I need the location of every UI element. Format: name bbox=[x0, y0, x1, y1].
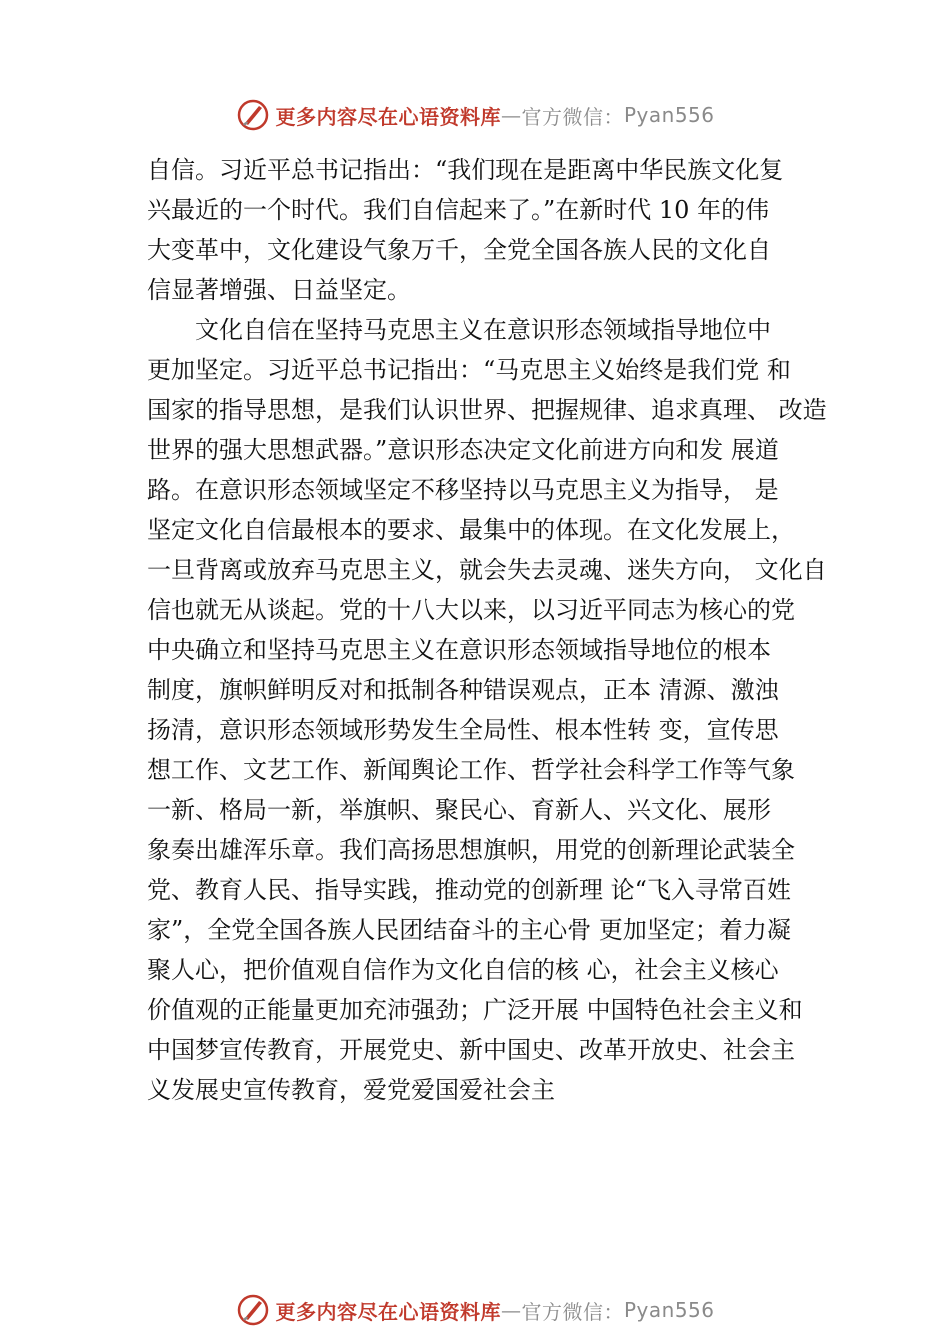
text-line: 想工作、文艺工作、新闻舆论工作、哲学社会科学工作等气象 bbox=[147, 756, 795, 784]
header-brand-text: 更多内容尽在心语资料库 bbox=[275, 104, 501, 129]
header-banner bbox=[0, 95, 950, 135]
text-line: 价值观的正能量更加充沛强劲；广泛开展 中国特色社会主义和 bbox=[147, 996, 803, 1024]
text-line: 更加坚定。习近平总书记指出：“马克思主义始终是我们党 和 bbox=[147, 356, 791, 384]
text-line: 兴最近的一个时代。我们自信起来了。”在新时代 10 年的伟 bbox=[147, 196, 770, 224]
text-line: 自信。习近平总书记指出：“我们现在是距离中华民族文化复 bbox=[147, 156, 784, 184]
text-line: 信显著增强、日益坚定。 bbox=[147, 276, 411, 304]
text-line: 一新、格局一新，举旗帜、聚民心、育新人、兴文化、展形 bbox=[147, 796, 771, 824]
text-line: 义发展史宣传教育，爱党爱国爱社会主 bbox=[147, 1076, 555, 1104]
text-line: 象奏出雄浑乐章。我们高扬思想旗帜，用党的创新理论武装全 bbox=[147, 836, 795, 864]
header-wechat-label: 官方微信： bbox=[521, 104, 624, 129]
text-line: 一旦背离或放弃马克思主义，就会失去灵魂、迷失方向， 文化自 bbox=[147, 556, 827, 584]
document-body bbox=[147, 150, 837, 1110]
text-line: 大变革中，文化建设气象万千，全党全国各族人民的文化自 bbox=[147, 236, 771, 264]
text-line: 信也就无从谈起。党的十八大以来，以习近平同志为核心的党 bbox=[147, 596, 795, 624]
text-line: 路。在意识形态领域坚定不移坚持以马克思主义为指导， 是 bbox=[147, 476, 779, 504]
text-line: 聚人心，把价值观自信作为文化自信的核 心，社会主义核心 bbox=[147, 956, 779, 984]
text-line: 文化自信在坚持马克思主义在意识形态领域指导地位中 bbox=[147, 316, 771, 344]
text-line: 坚定文化自信最根本的要求、最集中的体现。在文化发展上， bbox=[147, 516, 795, 544]
text-line: 中国梦宣传教育，开展党史、新中国史、改革开放史、社会主 bbox=[147, 1036, 795, 1064]
text-line: 中央确立和坚持马克思主义在意识形态领域指导地位的根本 bbox=[147, 636, 771, 664]
footer-banner bbox=[0, 1290, 950, 1330]
text-line: 世界的强大思想武器。”意识形态决定文化前进方向和发 展道 bbox=[147, 436, 779, 464]
header-separator: — bbox=[500, 103, 522, 127]
text-line: 国家的指导思想，是我们认识世界、把握规律、追求真理、 改造 bbox=[147, 396, 827, 424]
footer-separator: — bbox=[500, 1298, 522, 1322]
footer-wechat-handle: Pyan556 bbox=[623, 1298, 715, 1322]
text-line: 党、教育人民、指导实践，推动党的创新理 论“飞入寻常百姓 bbox=[147, 876, 791, 904]
text-line: 扬清，意识形态领域形势发生全局性、根本性转 变，宣传思 bbox=[147, 716, 779, 744]
brush-logo-icon bbox=[235, 1292, 271, 1328]
header-wechat-handle: Pyan556 bbox=[623, 103, 715, 127]
text-line: 制度，旗帜鲜明反对和抵制各种错误观点，正本 清源、激浊 bbox=[147, 676, 779, 704]
footer-brand-text: 更多内容尽在心语资料库 bbox=[275, 1299, 501, 1324]
text-line: 家”，全党全国各族人民团结奋斗的主心骨 更加坚定；着力凝 bbox=[147, 916, 791, 944]
brush-logo-icon bbox=[235, 97, 271, 133]
footer-wechat-label: 官方微信： bbox=[521, 1299, 624, 1324]
